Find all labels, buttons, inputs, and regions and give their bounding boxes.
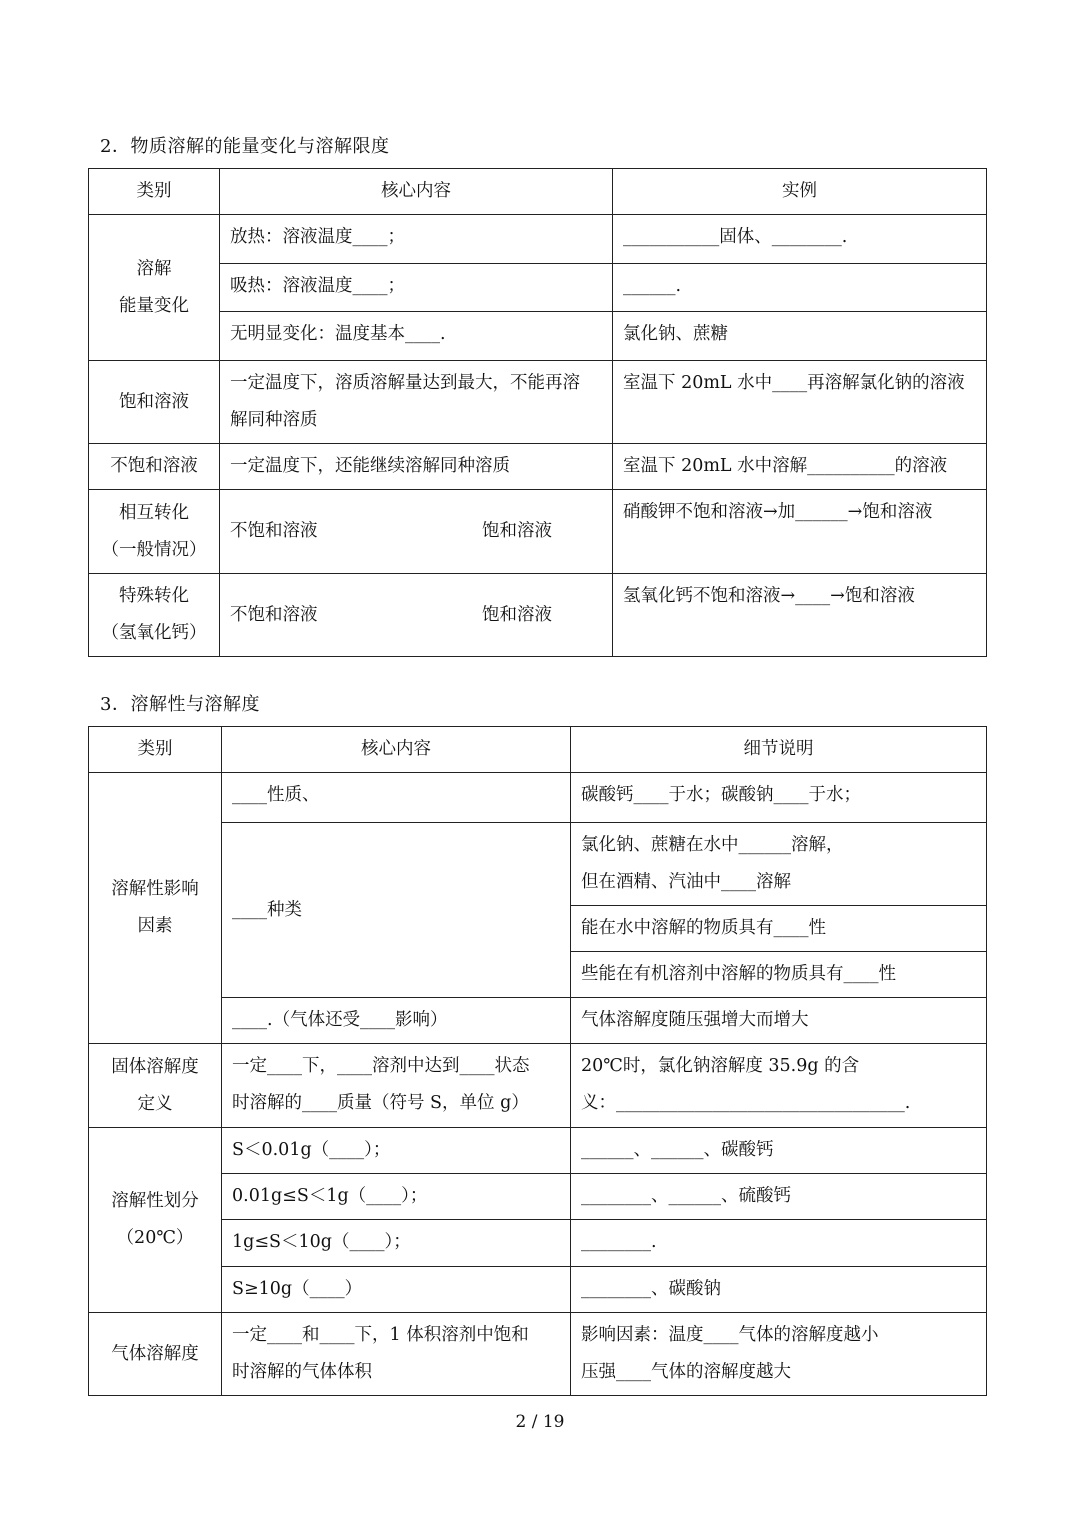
energy-exothermic-example: ___________固体、________. xyxy=(613,215,987,264)
energy-endothermic-example: ______. xyxy=(613,264,987,312)
category-unsaturated: 不饱和溶液 xyxy=(89,444,220,490)
class-soluble-core: 1g≤S＜10g（____）； xyxy=(222,1220,571,1267)
page-number: 2 / 19 xyxy=(515,1412,565,1432)
section-3-title: 3．溶解性与溶解度 xyxy=(100,694,260,715)
class-soluble-detail: ________. xyxy=(571,1220,987,1267)
table-row xyxy=(89,444,987,490)
definition-core: 一定____下，____溶剂中达到____状态 时溶解的____质量（符号 S，单位 g） xyxy=(222,1044,571,1128)
header-core: 核心内容 xyxy=(220,169,613,215)
table-row xyxy=(89,1267,987,1313)
table-row xyxy=(89,1220,987,1267)
energy-exothermic-core: 放热：溶液温度____； xyxy=(220,215,613,264)
temperature-detail: 气体溶解度随压强增大而增大 xyxy=(571,998,987,1044)
section-2-title: 2．物质溶解的能量变化与溶解限度 xyxy=(100,136,390,157)
temperature-core: ____.（气体还受____影响） xyxy=(222,998,571,1044)
table-row xyxy=(89,574,987,657)
table-row xyxy=(89,773,987,823)
table-row xyxy=(89,1313,987,1396)
table-row xyxy=(89,264,987,312)
category-gas: 气体溶解度 xyxy=(89,1313,222,1396)
solubility-table xyxy=(88,726,987,1396)
energy-neutral-example: 氯化钠、蔗糖 xyxy=(613,312,987,361)
table-row xyxy=(89,998,987,1044)
table-row xyxy=(89,312,987,361)
category-definition: 固体溶解度 定义 xyxy=(89,1044,222,1128)
header-category: 类别 xyxy=(89,169,220,215)
saturated-example: 室温下 20mL 水中____再溶解氯化钠的溶液 xyxy=(613,361,987,444)
table-row xyxy=(89,823,987,906)
conversion-right-label: 饱和溶液 xyxy=(482,521,552,541)
table-row xyxy=(89,361,987,444)
unsaturated-core: 一定温度下，还能继续溶解同种溶质 xyxy=(220,444,613,490)
header-example: 实例 xyxy=(613,169,987,215)
class-easily-detail: ________、碳酸钠 xyxy=(571,1267,987,1313)
special-right-label: 饱和溶液 xyxy=(482,604,552,625)
solute-core: ____性质、 xyxy=(222,773,571,823)
solvent-core: ____种类 xyxy=(222,823,571,998)
table-row xyxy=(89,490,987,574)
class-slightly-detail: ________、______、硫酸钙 xyxy=(571,1174,987,1220)
header-core: 核心内容 xyxy=(222,727,571,773)
category-energy: 溶解 能量变化 xyxy=(89,215,220,361)
category-factors: 溶解性影响 因素 xyxy=(89,773,222,1044)
table-row xyxy=(89,1044,987,1128)
energy-endothermic-core: 吸热：溶液温度____； xyxy=(220,264,613,312)
definition-detail: 20℃时，氯化钠溶解度 35.9g 的含 义：_________________________________. xyxy=(571,1044,987,1128)
header-category: 类别 xyxy=(89,727,222,773)
special-core xyxy=(220,574,613,657)
category-classification: 溶解性划分 （20℃） xyxy=(89,1128,222,1313)
table-row xyxy=(89,1174,987,1220)
energy-neutral-core: 无明显变化：温度基本____. xyxy=(220,312,613,361)
conversion-example: 硝酸钾不饱和溶液→加______→饱和溶液 xyxy=(613,490,987,574)
table-row xyxy=(89,215,987,264)
gas-detail: 影响因素：温度____气体的溶解度越小 压强____气体的溶解度越大 xyxy=(571,1313,987,1396)
class-easily-core: S≥10g（____） xyxy=(222,1267,571,1313)
table-header-row xyxy=(89,727,987,773)
category-saturated: 饱和溶液 xyxy=(89,361,220,444)
conversion-left-label: 不饱和溶液 xyxy=(230,521,318,541)
solvent-detail-2: 能在水中溶解的物质具有____性 xyxy=(571,906,987,952)
solute-detail: 碳酸钙____于水；碳酸钠____于水； xyxy=(571,773,987,823)
header-detail: 细节说明 xyxy=(571,727,987,773)
class-slightly-core: 0.01g≤S＜1g（____）； xyxy=(222,1174,571,1220)
saturated-core: 一定温度下，溶质溶解量达到最大，不能再溶 解同种溶质 xyxy=(220,361,613,444)
category-conversion: 相互转化 （一般情况） xyxy=(89,490,220,574)
solvent-detail-1: 氯化钠、蔗糖在水中______溶解， 但在酒精、汽油中____溶解 xyxy=(571,823,987,906)
energy-saturation-table xyxy=(88,168,987,657)
special-example: 氢氧化钙不饱和溶液→____→饱和溶液 xyxy=(613,574,987,657)
class-insoluble-core: S＜0.01g（____）； xyxy=(222,1128,571,1174)
class-insoluble-detail: ______、______、碳酸钙 xyxy=(571,1128,987,1174)
unsaturated-example: 室温下 20mL 水中溶解__________的溶液 xyxy=(613,444,987,490)
gas-core: 一定____和____下，1 体积溶剂中饱和 时溶解的气体体积 xyxy=(222,1313,571,1396)
table-row xyxy=(89,1128,987,1174)
special-left-label: 不饱和溶液 xyxy=(230,604,318,625)
conversion-core xyxy=(220,490,613,574)
table-header-row xyxy=(89,169,987,215)
category-special: 特殊转化 （氢氧化钙） xyxy=(89,574,220,657)
solvent-detail-3: 些能在有机溶剂中溶解的物质具有____性 xyxy=(571,952,987,998)
